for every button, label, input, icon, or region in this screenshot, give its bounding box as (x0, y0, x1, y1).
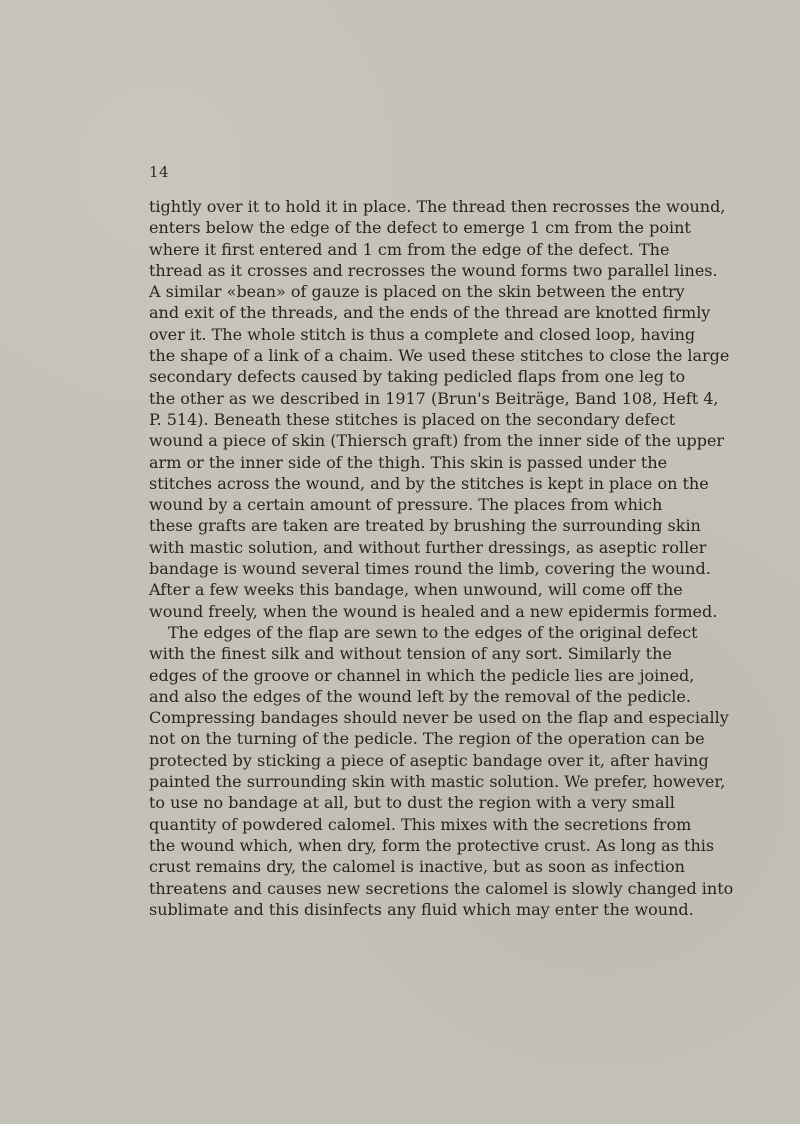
text-line: tightly over it to hold it in place. The thread then recrosses the wound, (149, 197, 726, 216)
text-line: bandage is wound several times round the limb, covering the wound. (149, 559, 711, 579)
text-line: and exit of the threads, and the ends of the thread are knotted firmly (149, 303, 711, 323)
text-line: threatens and causes new secretions the calomel is slowly changed into (149, 878, 734, 898)
text-line: sublimate and this disinfects any fluid which may enter the wound. (149, 899, 694, 919)
text-line: After a few weeks this bandage, when unwound, will come off the (149, 580, 683, 600)
text-line: over it. The whole stitch is thus a complete and closed loop, having (149, 324, 696, 344)
text-line: wound a piece of skin (Thiersch graft) from the inner side of the upper (149, 431, 725, 451)
text-line: with the finest silk and without tension of any sort. Similarly the (149, 644, 672, 664)
text-line: these grafts are taken are treated by brushing the surrounding skin (149, 516, 701, 536)
text-line: and also the edges of the wound left by the removal of the pedicle. (149, 686, 691, 706)
text-line: with mastic solution, and without further dressings, as aseptic roller (149, 537, 707, 557)
text-line: secondary defects caused by taking pedicled flaps from one leg to (149, 367, 686, 387)
text-line: wound freely, when the wound is healed and a new epidermis formed. (149, 601, 718, 621)
text-line: not on the turning of the pedicle. The region of the operation can be (149, 729, 705, 749)
text-line: quantity of powdered calomel. This mixes with the secretions from (149, 814, 692, 834)
text-line: The edges of the flap are sewn to the edges of the original defect (168, 622, 698, 642)
text-line: enters below the edge of the defect to emerge 1 cm from the point (149, 218, 691, 238)
text-line: stitches across the wound, and by the stitches is kept in place on the (149, 473, 709, 493)
text-line: edges of the groove or channel in which the pedicle lies are joined, (149, 665, 695, 685)
text-line: protected by sticking a piece of aseptic bandage over it, after having (149, 750, 709, 770)
text-line: thread as it crosses and recrosses the wound forms two parallel lines. (149, 260, 718, 280)
text-line: arm or the inner side of the thigh. This skin is passed under the (149, 452, 668, 472)
text-line: Compressing bandages should never be used on the flap and especially (149, 708, 729, 728)
text-line: P. 514). Beneath these stitches is placed on the secondary defect (149, 409, 676, 429)
text-line: wound by a certain amount of pressure. The places from which (149, 495, 663, 515)
text-line: the other as we described in 1917 (Brun's Beiträge, Band 108, Heft 4, (149, 388, 719, 408)
text-line: A similar «bean» of gauze is placed on the skin between the entry (149, 282, 685, 302)
text-line: the shape of a link of a chaim. We used these stitches to close the large (149, 346, 730, 366)
text-line: painted the surrounding skin with mastic solution. We prefer, however, (149, 772, 726, 792)
text-line: the wound which, when dry, form the protective crust. As long as this (149, 835, 715, 855)
text-line: crust remains dry, the calomel is inactive, but as soon as infection (149, 857, 685, 877)
text-line: to use no bandage at all, but to dust the region with a very small (149, 793, 675, 813)
body-text (149, 196, 734, 920)
text-line: where it first entered and 1 cm from the edge of the defect. The (149, 239, 670, 259)
page-number: 14 (149, 163, 170, 181)
